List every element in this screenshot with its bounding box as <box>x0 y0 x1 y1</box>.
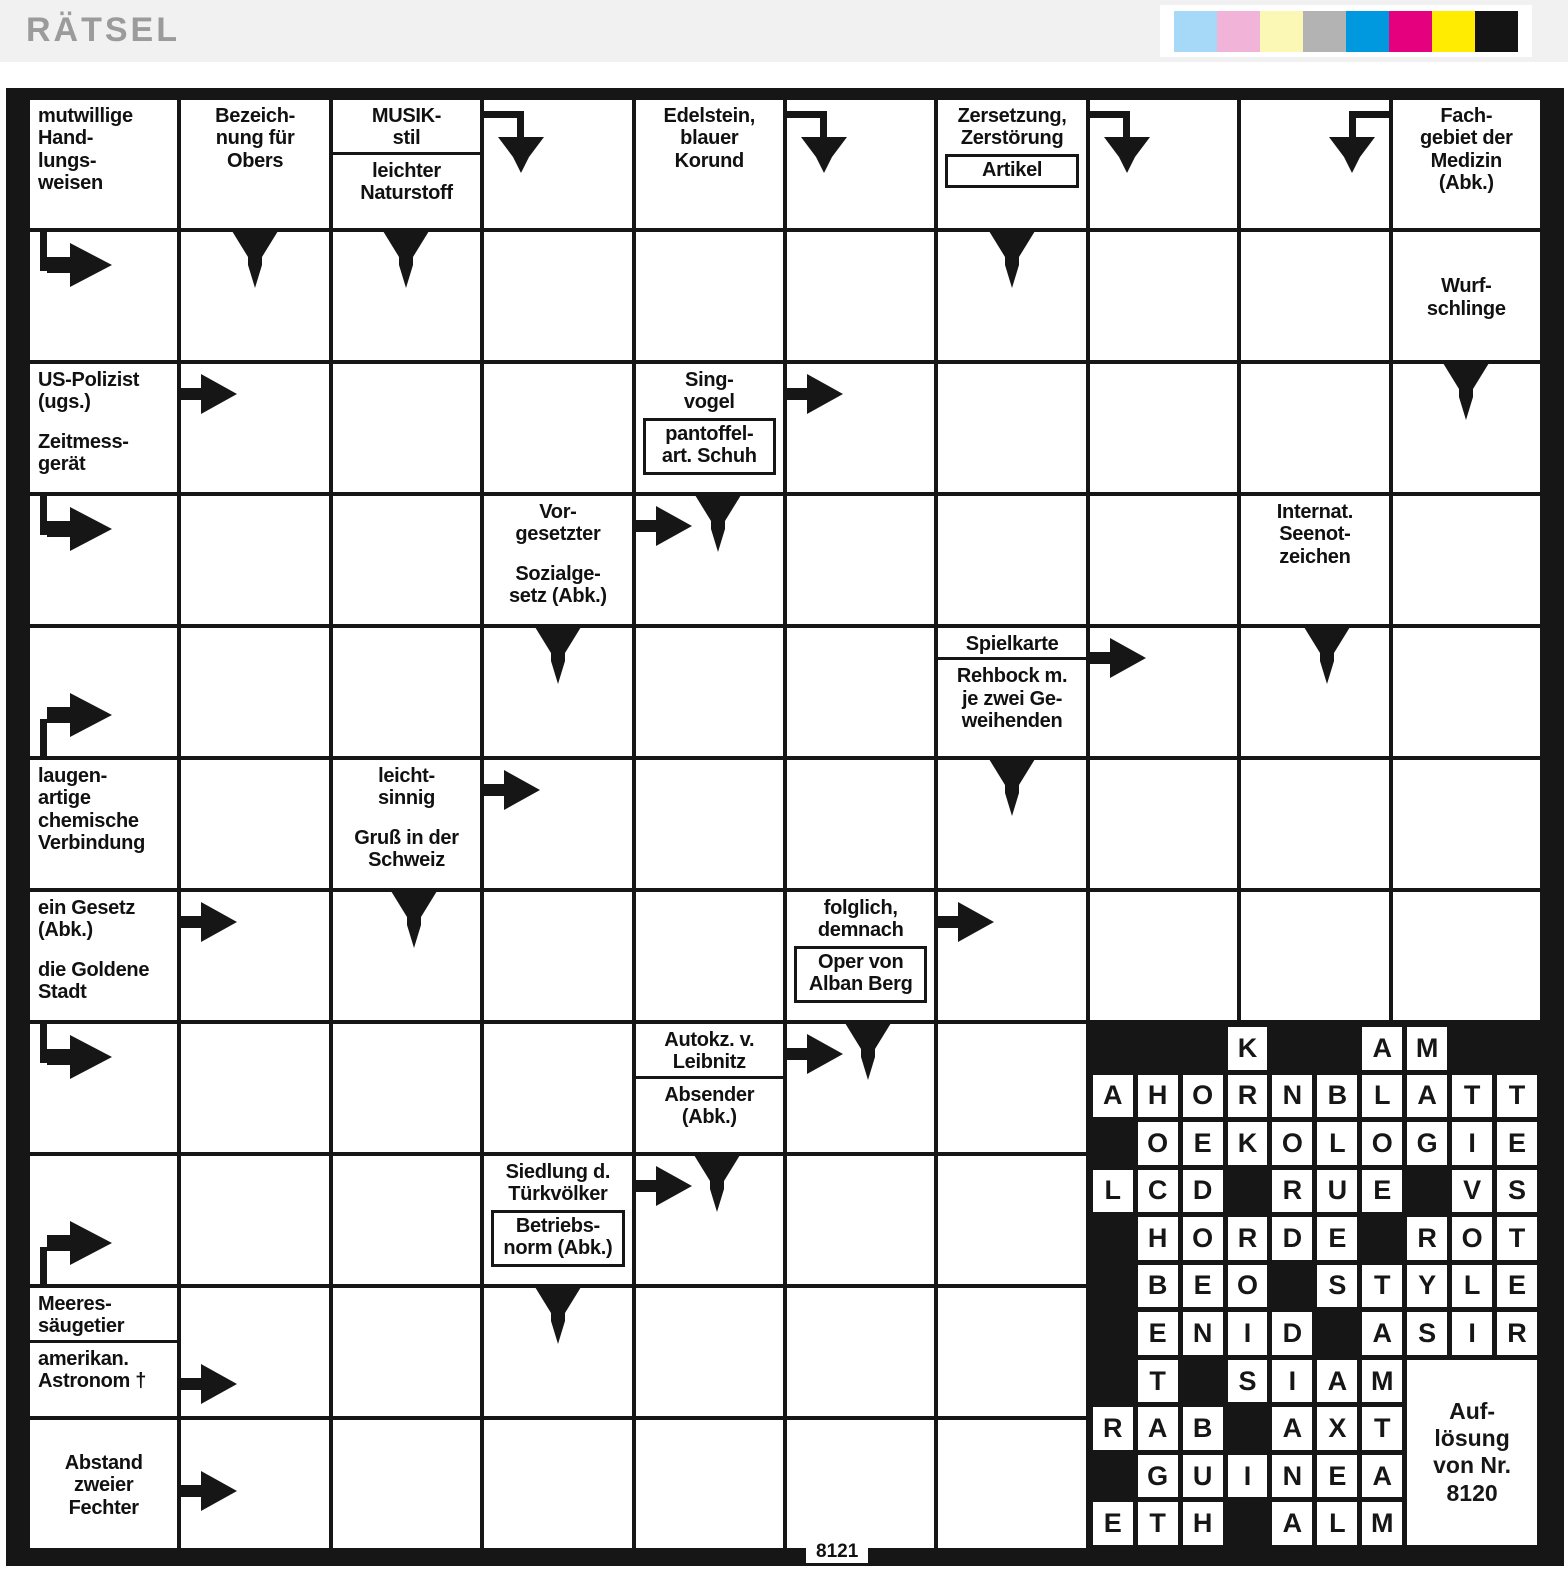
solution-letter-cell: H <box>1138 1217 1178 1260</box>
answer-cell-r10c5[interactable] <box>636 1288 783 1416</box>
solution-letter-cell: D <box>1272 1312 1312 1355</box>
solution-letter-cell: U <box>1317 1170 1357 1213</box>
answer-cell-r4c1[interactable] <box>30 496 177 624</box>
clue-cell-r9c4 <box>484 1156 631 1284</box>
solution-letter-cell: O <box>1228 1265 1268 1308</box>
clue-text: Internat. Seenot- zeichen <box>1276 501 1353 568</box>
solution-letter-cell: I <box>1228 1312 1268 1355</box>
answer-cell-r5c5[interactable] <box>636 628 783 756</box>
clue-cell-r7c6 <box>787 892 934 1020</box>
arrow-down-icon <box>535 627 581 685</box>
answer-cell-r6c2[interactable] <box>181 760 328 888</box>
answer-cell-r10c4[interactable] <box>484 1288 631 1416</box>
solution-letter-cell: B <box>1317 1075 1357 1118</box>
solution-letter-cell: L <box>1093 1170 1133 1213</box>
answer-cell-r6c6[interactable] <box>787 760 934 888</box>
solution-letter-cell: O <box>1138 1122 1178 1165</box>
arrow-elbow-right-bottom-icon <box>32 1219 118 1285</box>
clue-cell-r5c7 <box>938 628 1085 756</box>
clue-text: leichter Naturstoff <box>333 152 480 207</box>
arrow-right-icon <box>179 1362 239 1408</box>
solution-letter-cell: V <box>1452 1170 1492 1213</box>
solution-letter-cell: R <box>1228 1217 1268 1260</box>
solution-letter-cell: A <box>1272 1407 1312 1450</box>
solution-letter-cell: H <box>1138 1075 1178 1118</box>
answer-cell-r3c9[interactable] <box>1241 364 1388 492</box>
clue-text: US-Polizist (ugs.) <box>38 369 140 414</box>
arrow-down-icon <box>989 759 1035 817</box>
clue-cell-r11c1 <box>30 1420 177 1548</box>
clue-cell-r4c9 <box>1241 496 1388 624</box>
answer-cell-r7c8[interactable] <box>1090 892 1237 1020</box>
clue-text: Spielkarte <box>965 633 1059 655</box>
arrow-right-icon <box>1088 636 1148 682</box>
answer-cell-r1c6[interactable] <box>787 100 934 228</box>
answer-cell-r11c5[interactable] <box>636 1420 783 1548</box>
solution-letter-cell: L <box>1317 1502 1357 1545</box>
arrow-right-icon <box>179 900 239 946</box>
color-swatch <box>1475 11 1518 52</box>
clue-text: MUSIK- stil <box>371 105 442 150</box>
answer-cell-r2c5[interactable] <box>636 232 783 360</box>
solution-letter-cell: R <box>1497 1312 1537 1355</box>
solution-letter-cell: I <box>1452 1312 1492 1355</box>
clue-cell-r1c2 <box>181 100 328 228</box>
solution-letter-cell: L <box>1362 1075 1402 1118</box>
answer-cell-r6c5[interactable] <box>636 760 783 888</box>
answer-cell-r3c4[interactable] <box>484 364 631 492</box>
solution-letter-cell: R <box>1407 1217 1447 1260</box>
arrow-elbow-right-icon <box>32 231 118 293</box>
answer-cell-r1c8[interactable] <box>1090 100 1237 228</box>
answer-cell-r3c3[interactable] <box>333 364 480 492</box>
arrow-elbow-down-icon <box>785 99 863 175</box>
answer-cell-r7c4[interactable] <box>484 892 631 1020</box>
clue-text: die Goldene Stadt <box>38 958 150 1004</box>
arrow-elbow-down-icon <box>482 99 560 175</box>
answer-cell-r6c8[interactable] <box>1090 760 1237 888</box>
solution-letter-cell: R <box>1093 1407 1133 1450</box>
solution-letter-cell: O <box>1362 1122 1402 1165</box>
clue-text: Abstand zweier Fechter <box>64 1451 143 1519</box>
answer-cell-r5c1[interactable] <box>30 628 177 756</box>
solution-letter-cell: G <box>1407 1122 1447 1165</box>
solution-letter-cell: B <box>1138 1265 1178 1308</box>
answer-cell-r2c7[interactable] <box>938 232 1085 360</box>
answer-cell-r5c6[interactable] <box>787 628 934 756</box>
answer-cell-r2c3[interactable] <box>333 232 480 360</box>
clue-text: pantoffel- art. Schuh <box>643 418 776 475</box>
answer-cell-r4c8[interactable] <box>1090 496 1237 624</box>
answer-cell-r3c10[interactable] <box>1393 364 1540 492</box>
clue-cell-r1c3 <box>333 100 480 228</box>
arrow-right-icon <box>179 1469 239 1515</box>
solution-letter-cell: G <box>1138 1455 1178 1498</box>
arrow-elbow-down-icon <box>1088 99 1166 175</box>
arrow-elbow-down-right-icon <box>1313 99 1391 175</box>
solution-letter-cell: S <box>1497 1170 1537 1213</box>
answer-cell-r3c2[interactable] <box>181 364 328 492</box>
solution-letter-cell: A <box>1362 1312 1402 1355</box>
solution-letter-cell: A <box>1317 1360 1357 1403</box>
masthead <box>0 0 1568 62</box>
solution-letter-cell: I <box>1228 1455 1268 1498</box>
answer-cell-r3c6[interactable] <box>787 364 934 492</box>
solution-letter-cell: K <box>1228 1122 1268 1165</box>
arrow-elbow-right-bottom-icon <box>32 691 118 757</box>
solution-letter-cell: D <box>1272 1217 1312 1260</box>
solution-letter-cell: M <box>1362 1502 1402 1545</box>
solution-letter-cell: T <box>1497 1075 1537 1118</box>
clue-cell-r3c5 <box>636 364 783 492</box>
solution-letter-cell: E <box>1317 1455 1357 1498</box>
solution-letter-cell: U <box>1183 1455 1223 1498</box>
arrow-down-icon <box>695 495 741 553</box>
answer-cell-r2c2[interactable] <box>181 232 328 360</box>
arrow-down-icon <box>391 891 437 949</box>
solution-letter-cell: R <box>1272 1170 1312 1213</box>
clue-text: amerikan. Astronom † <box>30 1340 177 1395</box>
answer-cell-r4c10[interactable] <box>1393 496 1540 624</box>
page-title: RÄTSEL <box>26 11 180 49</box>
solution-letter-cell: E <box>1093 1502 1133 1545</box>
answer-cell-r4c6[interactable] <box>787 496 934 624</box>
answer-cell-r5c4[interactable] <box>484 628 631 756</box>
puzzle-number-label: 8121 <box>806 1541 868 1563</box>
solution-letter-cell: A <box>1362 1455 1402 1498</box>
answer-cell-r9c6[interactable] <box>787 1156 934 1284</box>
solution-letter-cell: S <box>1228 1360 1268 1403</box>
clue-text: Siedlung d. Türkvölker <box>505 1161 611 1206</box>
clue-text: Meeres- säugetier <box>38 1293 125 1338</box>
solution-letter-cell: C <box>1138 1170 1178 1213</box>
solution-letter-cell: O <box>1272 1122 1312 1165</box>
answer-cell-r6c4[interactable] <box>484 760 631 888</box>
clue-cell-r3c1 <box>30 364 177 492</box>
solution-letter-cell: I <box>1272 1360 1312 1403</box>
answer-cell-r10c3[interactable] <box>333 1288 480 1416</box>
solution-letter-cell: X <box>1317 1407 1357 1450</box>
color-swatch <box>1389 11 1432 52</box>
clue-text: Bezeich- nung für Obers <box>215 105 296 172</box>
solution-letter-cell: E <box>1183 1122 1223 1165</box>
color-swatch <box>1432 11 1475 52</box>
clue-text: Gruß in der Schweiz <box>354 826 459 872</box>
answer-cell-r5c2[interactable] <box>181 628 328 756</box>
answer-cell-r5c10[interactable] <box>1393 628 1540 756</box>
answer-cell-r7c3[interactable] <box>333 892 480 1020</box>
clue-text: leicht- sinnig <box>377 765 436 810</box>
answer-cell-r10c6[interactable] <box>787 1288 934 1416</box>
arrow-down-icon <box>1304 627 1350 685</box>
arrow-down-icon <box>383 231 429 289</box>
answer-cell-r5c3[interactable] <box>333 628 480 756</box>
answer-cell-r5c9[interactable] <box>1241 628 1388 756</box>
clue-text: Sing- vogel <box>683 369 735 414</box>
arrow-down-icon <box>535 1287 581 1345</box>
answer-cell-r9c7[interactable] <box>938 1156 1085 1284</box>
solution-letter-cell: O <box>1183 1217 1223 1260</box>
answer-cell-r1c4[interactable] <box>484 100 631 228</box>
solution-letter-cell: L <box>1452 1265 1492 1308</box>
solution-reference-box: Auf- lösung von Nr. 8120 <box>1407 1360 1537 1545</box>
answer-cell-r9c5[interactable] <box>636 1156 783 1284</box>
answer-cell-r3c8[interactable] <box>1090 364 1237 492</box>
arrow-elbow-right-icon <box>32 1023 118 1085</box>
clue-cell-r4c4 <box>484 496 631 624</box>
answer-cell-r1c9[interactable] <box>1241 100 1388 228</box>
solution-letter-cell: E <box>1497 1122 1537 1165</box>
solution-letter-cell: T <box>1138 1502 1178 1545</box>
answer-cell-r8c2[interactable] <box>181 1024 328 1152</box>
arrow-down-icon <box>694 1155 740 1213</box>
solution-letter-cell: T <box>1362 1407 1402 1450</box>
solution-letter-cell: T <box>1138 1360 1178 1403</box>
answer-cell-r8c6[interactable] <box>787 1024 934 1152</box>
solution-letter-cell: T <box>1497 1217 1537 1260</box>
arrow-right-icon <box>634 1164 694 1210</box>
clue-cell-r6c3 <box>333 760 480 888</box>
answer-cell-r9c1[interactable] <box>30 1156 177 1284</box>
answer-cell-r5c8[interactable] <box>1090 628 1237 756</box>
puzzle-grid <box>6 88 1564 1566</box>
clue-text: Vor- gesetzter <box>515 501 601 546</box>
answer-cell-r8c4[interactable] <box>484 1024 631 1152</box>
arrow-right-icon <box>936 900 996 946</box>
answer-cell-r7c2[interactable] <box>181 892 328 1020</box>
clue-text: laugen- artige chemische Verbindung <box>38 765 146 855</box>
solution-letter-cell: T <box>1362 1265 1402 1308</box>
solution-letter-cell: D <box>1183 1170 1223 1213</box>
solution-letter-cell: A <box>1362 1027 1402 1070</box>
answer-cell-r11c7[interactable] <box>938 1420 1085 1548</box>
solution-letter-cell: E <box>1362 1170 1402 1213</box>
answer-cell-r2c6[interactable] <box>787 232 934 360</box>
arrow-down-icon <box>845 1023 891 1081</box>
clue-cell-r8c5 <box>636 1024 783 1152</box>
color-swatch <box>1260 11 1303 52</box>
clue-text: Artikel <box>945 154 1078 188</box>
clue-cell-r1c10 <box>1393 100 1540 228</box>
clue-cell-r1c7 <box>938 100 1085 228</box>
clue-cell-r6c1 <box>30 760 177 888</box>
color-swatch <box>1303 11 1346 52</box>
arrow-right-icon <box>179 372 239 418</box>
answer-cell-r8c3[interactable] <box>333 1024 480 1152</box>
arrow-down-icon <box>1443 363 1489 421</box>
arrow-right-icon <box>785 1032 845 1078</box>
solution-letter-cell: N <box>1272 1075 1312 1118</box>
solution-letter-cell: N <box>1183 1312 1223 1355</box>
solution-letter-cell: E <box>1138 1312 1178 1355</box>
solution-letter-cell: I <box>1452 1122 1492 1165</box>
answer-cell-r2c9[interactable] <box>1241 232 1388 360</box>
arrow-right-icon <box>482 768 542 814</box>
solution-letter-cell: E <box>1183 1265 1223 1308</box>
clue-cell-r7c1 <box>30 892 177 1020</box>
clue-text: ein Gesetz (Abk.) <box>38 897 136 942</box>
solution-letter-cell: M <box>1407 1027 1447 1070</box>
solution-letter-cell: O <box>1452 1217 1492 1260</box>
color-swatch <box>1174 11 1217 52</box>
answer-cell-r2c1[interactable] <box>30 232 177 360</box>
arrow-down-icon <box>989 231 1035 289</box>
clue-cell-r2c10 <box>1393 232 1540 360</box>
solution-letter-cell: Y <box>1407 1265 1447 1308</box>
answer-cell-r9c3[interactable] <box>333 1156 480 1284</box>
answer-cell-r7c5[interactable] <box>636 892 783 1020</box>
solution-letter-cell: A <box>1272 1502 1312 1545</box>
solution-letter-cell: E <box>1497 1265 1537 1308</box>
solution-letter-cell: O <box>1183 1075 1223 1118</box>
answer-cell-r10c7[interactable] <box>938 1288 1085 1416</box>
clue-cell-r10c1 <box>30 1288 177 1416</box>
clue-text: Absender (Abk.) <box>636 1076 783 1131</box>
answer-cell-r10c2[interactable] <box>181 1288 328 1416</box>
answer-cell-r11c4[interactable] <box>484 1420 631 1548</box>
clue-text: Rehbock m. je zwei Ge- weihenden <box>938 657 1085 734</box>
answer-cell-r6c10[interactable] <box>1393 760 1540 888</box>
clue-text: Betriebs- norm (Abk.) <box>491 1210 624 1267</box>
solution-letter-cell: L <box>1317 1122 1357 1165</box>
solution-letter-cell: S <box>1407 1312 1447 1355</box>
clue-text: Autokz. v. Leibnitz <box>664 1029 755 1074</box>
answer-cell-r6c7[interactable] <box>938 760 1085 888</box>
answer-cell-r7c10[interactable] <box>1393 892 1540 1020</box>
solution-letter-cell: T <box>1452 1075 1492 1118</box>
answer-cell-r8c1[interactable] <box>30 1024 177 1152</box>
solution-letter-cell: S <box>1317 1265 1357 1308</box>
color-swatch <box>1346 11 1389 52</box>
solution-grid <box>1090 1024 1540 1548</box>
solution-letter-cell: H <box>1183 1502 1223 1545</box>
solution-letter-cell: E <box>1317 1217 1357 1260</box>
solution-letter-cell: A <box>1138 1407 1178 1450</box>
solution-letter-cell: R <box>1228 1075 1268 1118</box>
clue-text: Fach- gebiet der Medizin (Abk.) <box>1420 105 1513 195</box>
answer-cell-r11c3[interactable] <box>333 1420 480 1548</box>
clue-text: Edelstein, blauer Korund <box>663 105 756 172</box>
clue-cell-r1c1 <box>30 100 177 228</box>
answer-cell-r9c2[interactable] <box>181 1156 328 1284</box>
answer-cell-r2c8[interactable] <box>1090 232 1237 360</box>
answer-cell-r4c2[interactable] <box>181 496 328 624</box>
answer-cell-r11c2[interactable] <box>181 1420 328 1548</box>
solution-letter-cell: N <box>1272 1455 1312 1498</box>
answer-cell-r4c3[interactable] <box>333 496 480 624</box>
clue-text: folglich, demnach <box>817 897 904 942</box>
solution-letter-cell: A <box>1093 1075 1133 1118</box>
arrow-right-icon <box>785 372 845 418</box>
solution-letter-cell: A <box>1407 1075 1447 1118</box>
solution-letter-cell: M <box>1362 1360 1402 1403</box>
answer-cell-r2c4[interactable] <box>484 232 631 360</box>
answer-cell-r4c5[interactable] <box>636 496 783 624</box>
arrow-down-icon <box>232 231 278 289</box>
arrow-elbow-right-icon <box>32 495 118 557</box>
arrow-right-icon <box>634 504 694 550</box>
answer-cell-r7c9[interactable] <box>1241 892 1388 1020</box>
answer-cell-r11c6[interactable] <box>787 1420 934 1548</box>
clue-cell-r1c5 <box>636 100 783 228</box>
clue-text: Wurf- schlinge <box>1426 275 1506 320</box>
clue-text: Sozialge- setz (Abk.) <box>508 562 607 608</box>
clue-text: Zersetzung, Zerstörung <box>957 105 1067 150</box>
clue-text: Zeitmess- gerät <box>38 430 129 476</box>
solution-letter-cell: B <box>1183 1407 1223 1450</box>
answer-cell-r4c7[interactable] <box>938 496 1085 624</box>
solution-letter-cell: K <box>1228 1027 1268 1070</box>
answer-cell-r6c9[interactable] <box>1241 760 1388 888</box>
answer-cell-r7c7[interactable] <box>938 892 1085 1020</box>
answer-cell-r8c7[interactable] <box>938 1024 1085 1152</box>
color-swatch <box>1217 11 1260 52</box>
clue-text: mutwillige Hand- lungs- weisen <box>38 105 133 195</box>
print-color-calibration-bar <box>1160 5 1532 57</box>
clue-text: Oper von Alban Berg <box>794 946 927 1003</box>
answer-cell-r3c7[interactable] <box>938 364 1085 492</box>
